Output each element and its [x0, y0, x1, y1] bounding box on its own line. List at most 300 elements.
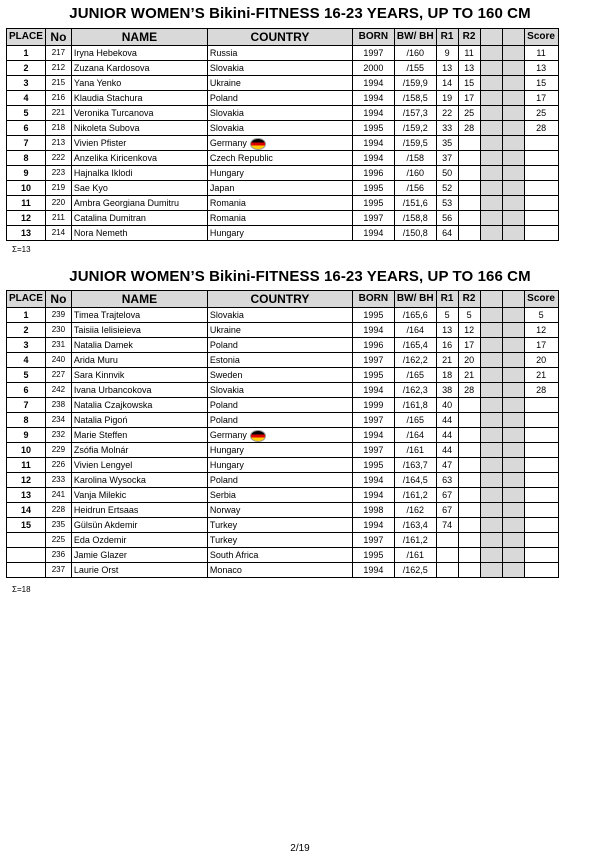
country-cell — [207, 106, 352, 121]
blank-cell — [480, 181, 502, 196]
athlete-name-cell: Laurie Orst — [71, 563, 207, 578]
bwbh-cell: /159,9 — [394, 76, 436, 91]
score-cell — [524, 166, 558, 181]
round2-cell: 13 — [458, 61, 480, 76]
blank-cell — [502, 121, 524, 136]
blank-cell — [502, 488, 524, 503]
header-r2: R2 — [458, 291, 480, 308]
round1-cell: 52 — [436, 181, 458, 196]
blank-cell — [480, 398, 502, 413]
score-cell — [524, 548, 558, 563]
born-cell: 1999 — [352, 398, 394, 413]
country-cell — [207, 443, 352, 458]
athlete-name-cell: Nora Nemeth — [71, 226, 207, 241]
born-cell: 1994 — [352, 428, 394, 443]
blank-cell — [502, 136, 524, 151]
score-cell — [524, 211, 558, 226]
start-number-cell: 218 — [45, 121, 71, 136]
round1-cell: 5 — [436, 308, 458, 323]
blank-cell — [502, 443, 524, 458]
bwbh-cell: /157,3 — [394, 106, 436, 121]
table-row — [7, 518, 559, 533]
header-bwbh: BW/ BH — [394, 291, 436, 308]
country-cell — [207, 76, 352, 91]
born-cell: 1997 — [352, 413, 394, 428]
round2-cell — [458, 196, 480, 211]
score-cell: 17 — [524, 338, 558, 353]
blank-cell — [480, 76, 502, 91]
start-number-cell: 221 — [45, 106, 71, 121]
page-number: 2/19 — [290, 843, 310, 854]
blank-cell — [502, 76, 524, 91]
athlete-name-cell: Zuzana Kardosova — [71, 61, 207, 76]
round1-cell: 47 — [436, 458, 458, 473]
round1-cell: 56 — [436, 211, 458, 226]
country-cell — [207, 413, 352, 428]
bwbh-cell: /161 — [394, 548, 436, 563]
round2-cell — [458, 136, 480, 151]
blank-cell — [480, 121, 502, 136]
blank-cell — [502, 196, 524, 211]
round1-cell — [436, 533, 458, 548]
blank-cell — [480, 473, 502, 488]
athlete-name-cell: Yana Yenko — [71, 76, 207, 91]
born-cell: 1995 — [352, 458, 394, 473]
score-cell — [524, 563, 558, 578]
country-cell — [207, 368, 352, 383]
country-cell — [207, 398, 352, 413]
country-cell — [207, 518, 352, 533]
blank-cell — [480, 413, 502, 428]
born-cell: 1996 — [352, 338, 394, 353]
blank-cell — [502, 106, 524, 121]
round2-cell — [458, 533, 480, 548]
header-score: Score — [524, 29, 558, 46]
score-cell — [524, 428, 558, 443]
place-cell: 5 — [7, 106, 46, 121]
bwbh-cell: /165 — [394, 368, 436, 383]
blank-cell — [502, 226, 524, 241]
header-r1: R1 — [436, 291, 458, 308]
country-label: Sweden — [209, 370, 243, 380]
table-row — [7, 503, 559, 518]
score-cell: 28 — [524, 383, 558, 398]
bwbh-cell: /150,8 — [394, 226, 436, 241]
blank-cell — [480, 308, 502, 323]
round2-cell — [458, 443, 480, 458]
athlete-name-cell: Catalina Dumitran — [71, 211, 207, 226]
place-cell: 4 — [7, 353, 46, 368]
blank-cell — [480, 533, 502, 548]
start-number-cell: 228 — [45, 503, 71, 518]
bwbh-cell: /165,6 — [394, 308, 436, 323]
born-cell: 1997 — [352, 353, 394, 368]
score-cell: 13 — [524, 61, 558, 76]
bwbh-cell: /162 — [394, 503, 436, 518]
country-cell — [207, 151, 352, 166]
place-cell — [7, 533, 46, 548]
round2-cell: 17 — [458, 338, 480, 353]
place-cell: 8 — [7, 151, 46, 166]
round1-cell: 67 — [436, 488, 458, 503]
athlete-name-cell: Natalia Pigoń — [71, 413, 207, 428]
born-cell: 1995 — [352, 181, 394, 196]
place-cell: 7 — [7, 398, 46, 413]
table-row — [7, 308, 559, 323]
round2-cell — [458, 563, 480, 578]
round2-cell: 28 — [458, 383, 480, 398]
place-cell: 2 — [7, 323, 46, 338]
table-row — [7, 226, 559, 241]
country-label: Germany — [209, 138, 247, 148]
born-cell: 1995 — [352, 196, 394, 211]
blank-cell — [480, 353, 502, 368]
score-cell: 15 — [524, 76, 558, 91]
score-cell: 17 — [524, 91, 558, 106]
round2-cell — [458, 151, 480, 166]
start-number-cell: 225 — [45, 533, 71, 548]
blank-cell — [502, 308, 524, 323]
round1-cell: 9 — [436, 46, 458, 61]
round1-cell: 64 — [436, 226, 458, 241]
round1-cell — [436, 548, 458, 563]
start-number-cell: 223 — [45, 166, 71, 181]
born-cell: 1997 — [352, 443, 394, 458]
country-label: Ukraine — [209, 78, 241, 88]
header-no: No — [45, 29, 71, 46]
header-blank — [502, 29, 524, 46]
blank-cell — [480, 61, 502, 76]
table-row — [7, 443, 559, 458]
place-cell: 13 — [7, 488, 46, 503]
table-row — [7, 458, 559, 473]
place-cell: 15 — [7, 518, 46, 533]
born-cell: 1995 — [352, 548, 394, 563]
country-cell — [207, 323, 352, 338]
born-cell: 1997 — [352, 46, 394, 61]
blank-cell — [502, 548, 524, 563]
start-number-cell: 234 — [45, 413, 71, 428]
athlete-name-cell: Natalia Damek — [71, 338, 207, 353]
country-label: Hungary — [209, 460, 244, 470]
bwbh-cell: /159,5 — [394, 136, 436, 151]
start-number-cell: 226 — [45, 458, 71, 473]
country-cell — [207, 383, 352, 398]
round1-cell: 13 — [436, 323, 458, 338]
score-cell — [524, 196, 558, 211]
start-number-cell: 236 — [45, 548, 71, 563]
athlete-name-cell: Sara Kinnvik — [71, 368, 207, 383]
score-cell: 28 — [524, 121, 558, 136]
round2-cell: 11 — [458, 46, 480, 61]
country-cell — [207, 458, 352, 473]
athlete-name-cell: Ambra Georgiana Dumitru — [71, 196, 207, 211]
header-born: BORN — [352, 291, 394, 308]
bwbh-cell: /164 — [394, 323, 436, 338]
born-cell: 1997 — [352, 211, 394, 226]
born-cell: 1998 — [352, 503, 394, 518]
place-cell: 1 — [7, 46, 46, 61]
blank-cell — [480, 503, 502, 518]
germany-flag-icon — [250, 430, 266, 442]
start-number-cell: 240 — [45, 353, 71, 368]
competitor-count: Σ=13 — [12, 245, 31, 254]
blank-cell — [480, 211, 502, 226]
place-cell — [7, 548, 46, 563]
results-table — [6, 28, 559, 241]
header-name: NAME — [71, 291, 207, 308]
score-cell: 12 — [524, 323, 558, 338]
country-label: Poland — [209, 475, 238, 485]
bwbh-cell: /162,2 — [394, 353, 436, 368]
born-cell: 1994 — [352, 563, 394, 578]
country-label: Slovakia — [209, 310, 244, 320]
place-cell: 12 — [7, 473, 46, 488]
blank-cell — [480, 428, 502, 443]
country-cell — [207, 61, 352, 76]
born-cell: 1994 — [352, 488, 394, 503]
athlete-name-cell: Timea Trajtelova — [71, 308, 207, 323]
country-label: Slovakia — [209, 385, 244, 395]
score-cell — [524, 398, 558, 413]
born-cell: 1995 — [352, 368, 394, 383]
table-row — [7, 166, 559, 181]
blank-cell — [502, 413, 524, 428]
start-number-cell: 238 — [45, 398, 71, 413]
round1-cell: 22 — [436, 106, 458, 121]
place-cell: 6 — [7, 121, 46, 136]
country-label: Russia — [209, 48, 238, 58]
blank-cell — [502, 323, 524, 338]
country-label: Estonia — [209, 355, 240, 365]
blank-cell — [480, 46, 502, 61]
round1-cell: 67 — [436, 503, 458, 518]
round2-cell: 15 — [458, 76, 480, 91]
round1-cell: 44 — [436, 413, 458, 428]
header-score: Score — [524, 291, 558, 308]
place-cell: 2 — [7, 61, 46, 76]
country-label: Turkey — [209, 535, 238, 545]
country-cell — [207, 338, 352, 353]
athlete-name-cell: Anzelika Kiricenkova — [71, 151, 207, 166]
round2-cell: 21 — [458, 368, 480, 383]
table-row — [7, 338, 559, 353]
place-cell: 9 — [7, 428, 46, 443]
country-label: Czech Republic — [209, 153, 273, 163]
athlete-name-cell: Gülsün Akdemir — [71, 518, 207, 533]
table-row — [7, 151, 559, 166]
bwbh-cell: /163,4 — [394, 518, 436, 533]
born-cell: 1996 — [352, 166, 394, 181]
country-label: Slovakia — [209, 123, 244, 133]
country-label: Ukraine — [209, 325, 241, 335]
category-title: JUNIOR WOMEN’S Bikini-FITNESS 16-23 YEARS, UP TO 160 CM — [69, 5, 531, 22]
bwbh-cell: /161,2 — [394, 533, 436, 548]
blank-cell — [480, 518, 502, 533]
table-row — [7, 106, 559, 121]
born-cell: 1994 — [352, 518, 394, 533]
start-number-cell: 213 — [45, 136, 71, 151]
round1-cell: 37 — [436, 151, 458, 166]
blank-cell — [502, 61, 524, 76]
round2-cell — [458, 503, 480, 518]
bwbh-cell: /164 — [394, 428, 436, 443]
header-no: No — [45, 291, 71, 308]
place-cell: 11 — [7, 458, 46, 473]
header-country: COUNTRY — [207, 29, 352, 46]
place-cell: 13 — [7, 226, 46, 241]
blank-cell — [480, 338, 502, 353]
athlete-name-cell: Vanja Milekic — [71, 488, 207, 503]
blank-cell — [502, 338, 524, 353]
bwbh-cell: /156 — [394, 181, 436, 196]
country-cell — [207, 196, 352, 211]
blank-cell — [480, 196, 502, 211]
place-cell: 1 — [7, 308, 46, 323]
born-cell: 1994 — [352, 473, 394, 488]
score-cell — [524, 413, 558, 428]
header-blank — [480, 291, 502, 308]
blank-cell — [480, 443, 502, 458]
table-row — [7, 548, 559, 563]
header-name: NAME — [71, 29, 207, 46]
round2-cell — [458, 428, 480, 443]
round2-cell: 17 — [458, 91, 480, 106]
blank-cell — [502, 46, 524, 61]
bwbh-cell: /159,2 — [394, 121, 436, 136]
germany-flag-icon — [250, 138, 266, 150]
bwbh-cell: /161,2 — [394, 488, 436, 503]
blank-cell — [502, 473, 524, 488]
header-r2: R2 — [458, 29, 480, 46]
blank-cell — [502, 533, 524, 548]
country-label: Poland — [209, 400, 238, 410]
round1-cell: 44 — [436, 428, 458, 443]
start-number-cell: 214 — [45, 226, 71, 241]
country-cell — [207, 136, 352, 151]
round1-cell: 38 — [436, 383, 458, 398]
country-cell — [207, 308, 352, 323]
score-cell: 20 — [524, 353, 558, 368]
born-cell: 1994 — [352, 106, 394, 121]
blank-cell — [502, 151, 524, 166]
country-cell — [207, 503, 352, 518]
start-number-cell: 242 — [45, 383, 71, 398]
start-number-cell: 217 — [45, 46, 71, 61]
athlete-name-cell: Taisiia Ielisieieva — [71, 323, 207, 338]
blank-cell — [480, 488, 502, 503]
start-number-cell: 232 — [45, 428, 71, 443]
born-cell: 1994 — [352, 91, 394, 106]
competitor-count: Σ=18 — [12, 585, 31, 594]
athlete-name-cell: Marie Steffen — [71, 428, 207, 443]
place-cell: 10 — [7, 443, 46, 458]
table-row — [7, 323, 559, 338]
bwbh-cell: /162,5 — [394, 563, 436, 578]
country-label: Norway — [209, 505, 241, 515]
header-country: COUNTRY — [207, 291, 352, 308]
round2-cell — [458, 488, 480, 503]
place-cell: 7 — [7, 136, 46, 151]
results-body — [7, 308, 559, 578]
round1-cell: 40 — [436, 398, 458, 413]
blank-cell — [480, 548, 502, 563]
place-cell: 14 — [7, 503, 46, 518]
place-cell: 11 — [7, 196, 46, 211]
athlete-name-cell: Iryna Hebekova — [71, 46, 207, 61]
country-cell — [207, 181, 352, 196]
score-cell — [524, 458, 558, 473]
blank-cell — [480, 151, 502, 166]
start-number-cell: 237 — [45, 563, 71, 578]
table-row — [7, 136, 559, 151]
score-cell — [524, 443, 558, 458]
start-number-cell: 227 — [45, 368, 71, 383]
bwbh-cell: /151,6 — [394, 196, 436, 211]
score-cell: 11 — [524, 46, 558, 61]
start-number-cell: 235 — [45, 518, 71, 533]
start-number-cell: 216 — [45, 91, 71, 106]
bwbh-cell: /164,5 — [394, 473, 436, 488]
athlete-name-cell: Nikoleta Subova — [71, 121, 207, 136]
start-number-cell: 241 — [45, 488, 71, 503]
country-cell — [207, 226, 352, 241]
country-label: Hungary — [209, 168, 244, 178]
blank-cell — [502, 563, 524, 578]
country-cell — [207, 91, 352, 106]
blank-cell — [502, 503, 524, 518]
born-cell: 1994 — [352, 151, 394, 166]
bwbh-cell: /160 — [394, 166, 436, 181]
blank-cell — [502, 398, 524, 413]
country-cell — [207, 473, 352, 488]
athlete-name-cell: Jamie Glazer — [71, 548, 207, 563]
score-cell: 25 — [524, 106, 558, 121]
round2-cell — [458, 181, 480, 196]
start-number-cell: 219 — [45, 181, 71, 196]
table-row — [7, 196, 559, 211]
country-label: Turkey — [209, 520, 238, 530]
athlete-name-cell: Ivana Urbancokova — [71, 383, 207, 398]
round2-cell: 25 — [458, 106, 480, 121]
start-number-cell: 220 — [45, 196, 71, 211]
bwbh-cell: /165,4 — [394, 338, 436, 353]
blank-cell — [480, 368, 502, 383]
athlete-name-cell: Hajnalka Iklodi — [71, 166, 207, 181]
country-label: Hungary — [209, 445, 244, 455]
country-cell — [207, 548, 352, 563]
table-row — [7, 383, 559, 398]
bwbh-cell: /161 — [394, 443, 436, 458]
score-cell — [524, 518, 558, 533]
score-cell: 5 — [524, 308, 558, 323]
round1-cell: 18 — [436, 368, 458, 383]
blank-cell — [502, 458, 524, 473]
table-row — [7, 121, 559, 136]
athlete-name-cell: Klaudia Stachura — [71, 91, 207, 106]
table-row — [7, 61, 559, 76]
round2-cell — [458, 166, 480, 181]
blank-cell — [502, 353, 524, 368]
born-cell: 1997 — [352, 533, 394, 548]
round1-cell: 63 — [436, 473, 458, 488]
score-cell: 21 — [524, 368, 558, 383]
header-row — [7, 29, 559, 46]
place-cell: 4 — [7, 91, 46, 106]
place-cell: 3 — [7, 338, 46, 353]
country-cell — [207, 166, 352, 181]
table-row — [7, 563, 559, 578]
